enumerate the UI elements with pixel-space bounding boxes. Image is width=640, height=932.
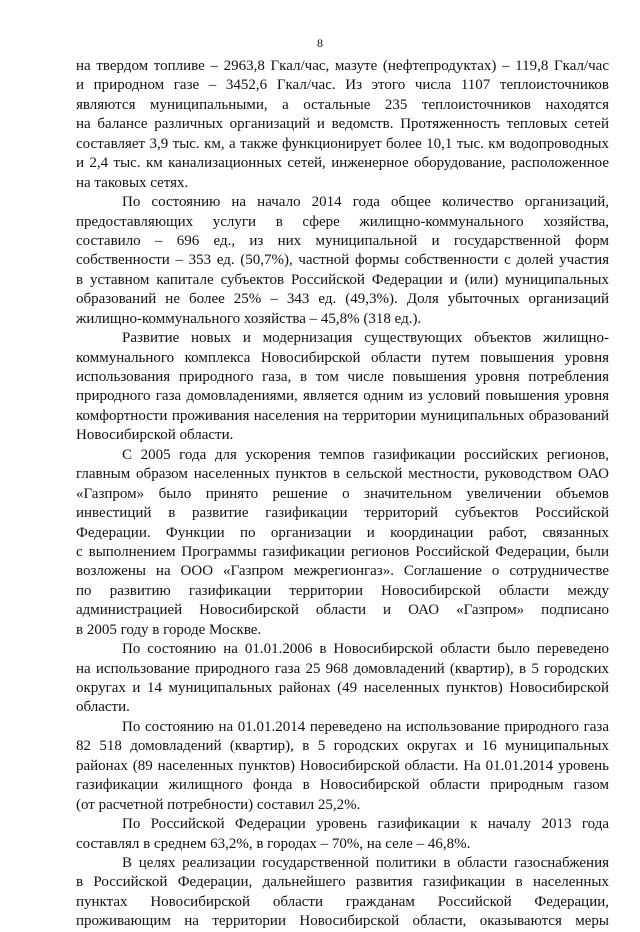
text-line: в Российской Федерации, дальнейшего развития газификации в населенных xyxy=(76,874,609,891)
text-line: предоставляющих услуги в сфере жилищно-коммунального хозяйства, xyxy=(76,213,609,230)
text-line: главным образом населенных пунктов в сельской местности, руководством ОАО xyxy=(76,466,609,483)
text-line: С 2005 года для ускорения темпов газификации российских регионов, xyxy=(122,446,609,463)
text-line: Развитие новых и модернизация существующих объектов жилищно- xyxy=(122,330,609,347)
text-line: составляет 3,9 тыс. км, а также функционирует более 10,1 тыс. км водопроводных xyxy=(76,135,609,152)
text-line: на использование природного газа 25 968 домовладений (квартир), в 5 городских xyxy=(76,660,609,677)
text-line: в уставном капитале субъектов Российской Федерации и (или) муниципальных xyxy=(76,271,609,288)
text-line: «Газпром» было принято решение о значительном увеличении объемов xyxy=(76,485,609,502)
text-line: с выполнением Программы газификации регионов Российской Федерации, были xyxy=(76,543,609,560)
text-line: (от расчетной потребности) составил 25,2%. xyxy=(76,796,361,813)
text-line: составлял в среднем 63,2%, в городах – 70%, на селе – 46,8%. xyxy=(76,835,471,852)
text-line: округах и 14 муниципальных районах (49 населенных пунктов) Новосибирской xyxy=(76,680,609,696)
text-line: 82 518 домовладений (квартир), в 5 городских округах и 16 муниципальных xyxy=(76,738,609,755)
text-line: на балансе различных организаций и ведомств. Протяженность тепловых сетей xyxy=(76,116,609,133)
text-line: проживающим на территории Новосибирской области, оказываются меры xyxy=(76,913,609,930)
text-line: области. xyxy=(76,699,130,716)
text-line: на твердом топливе – 2963,8 Гкал/час, мазуте (нефтепродуктах) – 119,8 Гкал/час xyxy=(76,58,609,74)
text-line: инвестиций в развитие газификации территорий субъектов Российской xyxy=(76,505,609,522)
text-line: По состоянию на начало 2014 года общее количество организаций, xyxy=(122,194,609,211)
text-line: в 2005 году в городе Москве. xyxy=(76,621,262,638)
text-line: образований не более 25% – 343 ед. (49,3%). Доля убыточных организаций xyxy=(76,291,609,308)
body-text xyxy=(76,57,609,932)
text-line: по развитию газификации территории Новосибирской области между xyxy=(76,582,609,599)
text-line: коммунального комплекса Новосибирской области путем повышения уровня xyxy=(76,349,609,366)
text-line: В целях реализации государственной политики в области газоснабжения xyxy=(122,854,609,871)
text-line: администрацией Новосибирской области и ОАО «Газпром» подписано xyxy=(76,602,609,619)
text-line: на таковых сетях. xyxy=(76,174,189,191)
text-line: и природном газе – 3452,6 Гкал/час. Из этого числа 1107 теплоисточников xyxy=(76,77,609,94)
text-line: комфортности проживания населения на территории муниципальных образований xyxy=(76,407,609,424)
text-line: природного газа домовладениями, является одним из условий повышения уровня xyxy=(76,388,609,405)
text-line: По состоянию на 01.01.2014 переведено на использование природного газа xyxy=(122,718,609,735)
text-line: пунктах Новосибирской области гражданам Российской Федерации, xyxy=(76,893,609,910)
text-line: собственности – 353 ед. (50,7%), частной формы собственности с долей участия xyxy=(76,252,609,269)
text-line: жилищно-коммунального хозяйства – 45,8% (318 ед.). xyxy=(76,310,422,327)
page-number: 8 xyxy=(317,36,323,50)
text-line: По состоянию на 01.01.2006 в Новосибирской области было переведено xyxy=(122,641,609,658)
text-line: По Российской Федерации уровень газификации к началу 2013 года xyxy=(122,816,609,833)
text-line: районах (89 населенных пунктов) Новосибирской области. На 01.01.2014 уровень xyxy=(76,757,609,774)
text-line: использования природного газа, в том числе повышения уровня потребления xyxy=(76,369,609,385)
text-line: газификации жилищного фонда в Новосибирской области природным газом xyxy=(76,777,609,794)
text-line: являются муниципальными, а остальные 235 теплоисточников находятся xyxy=(76,96,609,113)
text-line: и 2,4 тыс. км канализационных сетей, инженерное оборудование, расположенное xyxy=(76,155,609,172)
text-line: Новосибирской области. xyxy=(76,427,234,444)
text-line: Федерации. Функции по организации и координации работ, связанных xyxy=(76,524,609,541)
text-line: составило – 696 ед., из них муниципальной и государственной форм xyxy=(76,232,609,249)
text-line: возложены на ООО «Газпром межрегионгаз». Соглашение о сотрудничестве xyxy=(76,563,609,580)
